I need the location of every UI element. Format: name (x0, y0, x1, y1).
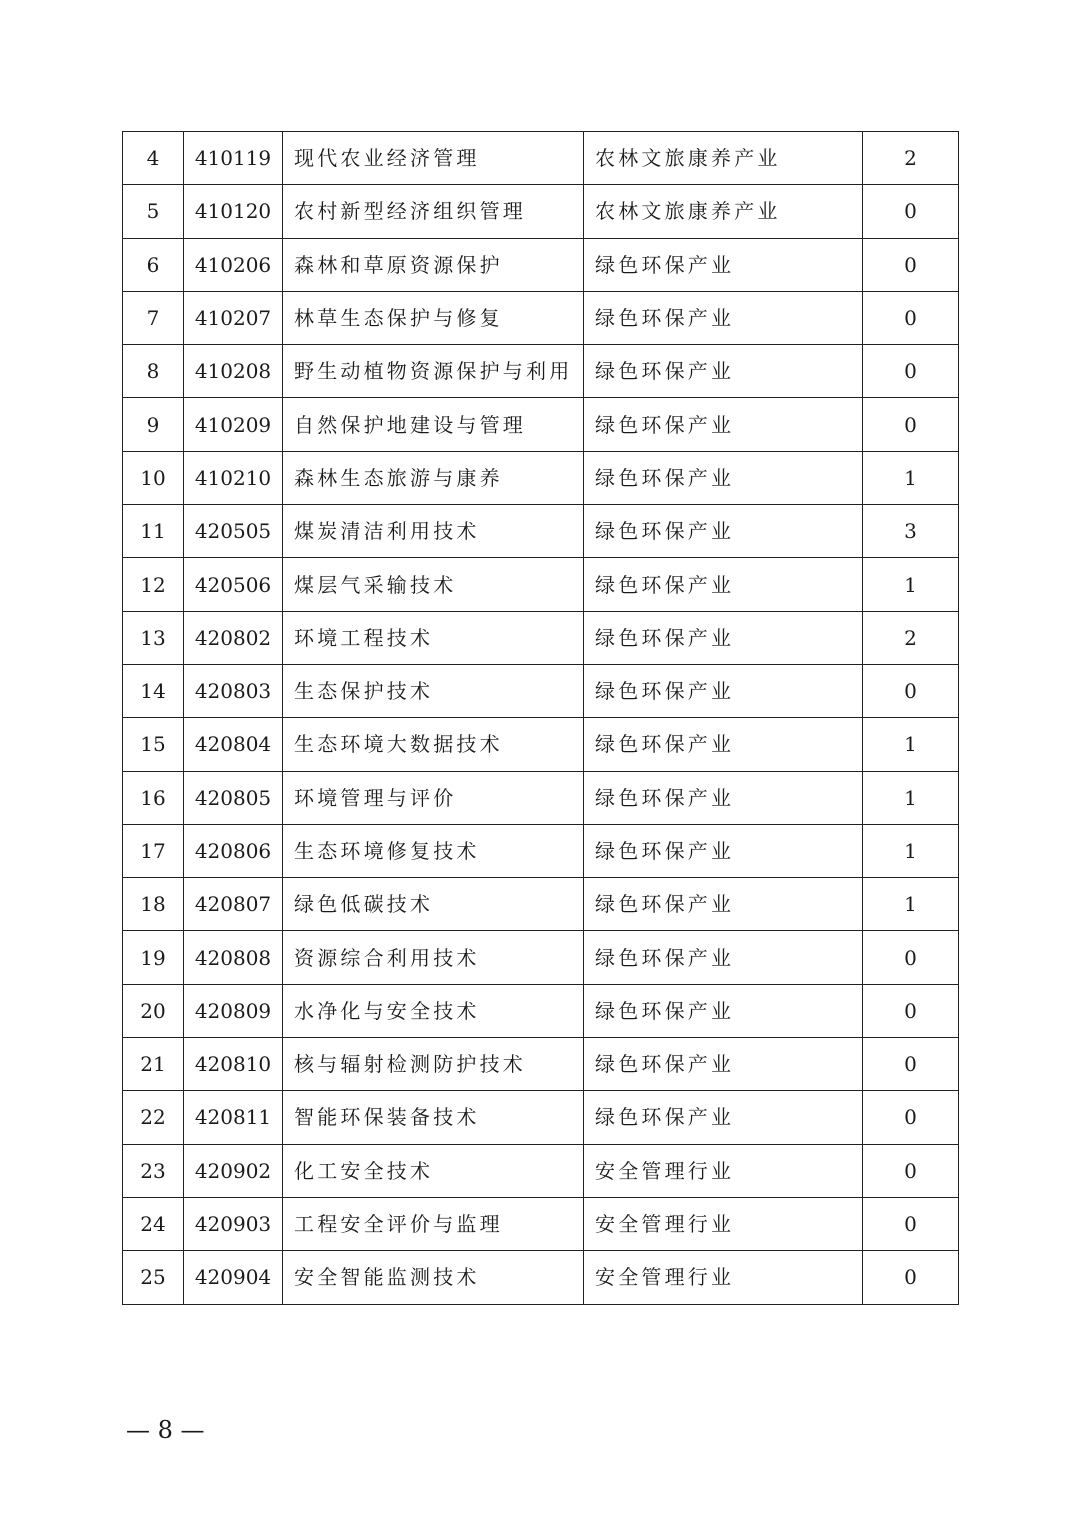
row-industry-cell: 绿色环保产业 (584, 878, 863, 931)
table-row (123, 878, 959, 931)
row-count-cell: 0 (863, 931, 959, 984)
row-count-cell: 1 (863, 878, 959, 931)
row-name-cell: 绿色低碳技术 (283, 878, 584, 931)
row-code-cell: 420903 (184, 1197, 283, 1250)
row-name-cell: 生态环境修复技术 (283, 824, 584, 877)
row-name-cell: 安全智能监测技术 (283, 1251, 584, 1304)
row-industry-cell: 绿色环保产业 (584, 345, 863, 398)
major-table (122, 131, 959, 1305)
table-row (123, 132, 959, 185)
row-seq-cell: 6 (123, 238, 184, 291)
row-industry-cell: 绿色环保产业 (584, 451, 863, 504)
row-seq-cell: 9 (123, 398, 184, 451)
row-name-cell: 水净化与安全技术 (283, 984, 584, 1037)
table-row (123, 984, 959, 1037)
row-seq-cell: 4 (123, 132, 184, 185)
table-row (123, 1144, 959, 1197)
row-count-cell: 2 (863, 132, 959, 185)
row-industry-cell: 绿色环保产业 (584, 398, 863, 451)
row-industry-cell: 绿色环保产业 (584, 984, 863, 1037)
row-name-cell: 智能环保装备技术 (283, 1091, 584, 1144)
row-count-cell: 1 (863, 824, 959, 877)
row-name-cell: 煤炭清洁利用技术 (283, 505, 584, 558)
row-count-cell: 1 (863, 718, 959, 771)
row-industry-cell: 绿色环保产业 (584, 718, 863, 771)
row-seq-cell: 22 (123, 1091, 184, 1144)
row-count-cell: 0 (863, 1091, 959, 1144)
row-code-cell: 420802 (184, 611, 283, 664)
row-seq-cell: 8 (123, 345, 184, 398)
major-table-body (123, 132, 959, 1305)
row-name-cell: 工程安全评价与监理 (283, 1197, 584, 1250)
row-industry-cell: 绿色环保产业 (584, 771, 863, 824)
row-count-cell: 1 (863, 451, 959, 504)
row-seq-cell: 24 (123, 1197, 184, 1250)
row-industry-cell: 安全管理行业 (584, 1251, 863, 1304)
row-industry-cell: 绿色环保产业 (584, 1038, 863, 1091)
table-row (123, 505, 959, 558)
row-code-cell: 420810 (184, 1038, 283, 1091)
row-industry-cell: 绿色环保产业 (584, 611, 863, 664)
row-count-cell: 0 (863, 398, 959, 451)
table-row (123, 451, 959, 504)
page-number: — 8 — (126, 1416, 205, 1444)
row-count-cell: 0 (863, 291, 959, 344)
row-code-cell: 420805 (184, 771, 283, 824)
row-name-cell: 核与辐射检测防护技术 (283, 1038, 584, 1091)
row-seq-cell: 25 (123, 1251, 184, 1304)
row-code-cell: 410208 (184, 345, 283, 398)
row-code-cell: 420902 (184, 1144, 283, 1197)
table-row (123, 771, 959, 824)
row-code-cell: 410206 (184, 238, 283, 291)
row-seq-cell: 16 (123, 771, 184, 824)
row-seq-cell: 5 (123, 185, 184, 238)
row-count-cell: 0 (863, 984, 959, 1037)
row-code-cell: 420505 (184, 505, 283, 558)
row-name-cell: 森林和草原资源保护 (283, 238, 584, 291)
row-seq-cell: 15 (123, 718, 184, 771)
table-row (123, 1197, 959, 1250)
row-name-cell: 生态保护技术 (283, 664, 584, 717)
row-count-cell: 0 (863, 345, 959, 398)
row-count-cell: 0 (863, 1144, 959, 1197)
table-row (123, 931, 959, 984)
row-name-cell: 野生动植物资源保护与利用 (283, 345, 584, 398)
table-row (123, 185, 959, 238)
row-seq-cell: 19 (123, 931, 184, 984)
row-seq-cell: 20 (123, 984, 184, 1037)
table-row (123, 611, 959, 664)
row-count-cell: 0 (863, 238, 959, 291)
row-code-cell: 420803 (184, 664, 283, 717)
table-row (123, 291, 959, 344)
row-code-cell: 410120 (184, 185, 283, 238)
row-industry-cell: 绿色环保产业 (584, 505, 863, 558)
table-row (123, 1251, 959, 1304)
row-seq-cell: 18 (123, 878, 184, 931)
table-row (123, 718, 959, 771)
row-industry-cell: 绿色环保产业 (584, 238, 863, 291)
row-code-cell: 420506 (184, 558, 283, 611)
row-industry-cell: 绿色环保产业 (584, 1091, 863, 1144)
row-seq-cell: 10 (123, 451, 184, 504)
row-name-cell: 自然保护地建设与管理 (283, 398, 584, 451)
row-code-cell: 420804 (184, 718, 283, 771)
row-name-cell: 化工安全技术 (283, 1144, 584, 1197)
row-name-cell: 农村新型经济组织管理 (283, 185, 584, 238)
row-code-cell: 410210 (184, 451, 283, 504)
row-code-cell: 420811 (184, 1091, 283, 1144)
row-industry-cell: 农林文旅康养产业 (584, 185, 863, 238)
row-industry-cell: 绿色环保产业 (584, 291, 863, 344)
table-row (123, 664, 959, 717)
row-count-cell: 1 (863, 558, 959, 611)
row-seq-cell: 12 (123, 558, 184, 611)
row-code-cell: 420808 (184, 931, 283, 984)
row-code-cell: 420809 (184, 984, 283, 1037)
row-code-cell: 420807 (184, 878, 283, 931)
table-row (123, 824, 959, 877)
row-code-cell: 410119 (184, 132, 283, 185)
row-count-cell: 1 (863, 771, 959, 824)
row-seq-cell: 11 (123, 505, 184, 558)
table-row (123, 398, 959, 451)
row-name-cell: 森林生态旅游与康养 (283, 451, 584, 504)
row-industry-cell: 绿色环保产业 (584, 558, 863, 611)
row-count-cell: 0 (863, 1197, 959, 1250)
table-row (123, 345, 959, 398)
row-name-cell: 环境管理与评价 (283, 771, 584, 824)
row-industry-cell: 安全管理行业 (584, 1197, 863, 1250)
row-code-cell: 420904 (184, 1251, 283, 1304)
row-industry-cell: 农林文旅康养产业 (584, 132, 863, 185)
row-name-cell: 资源综合利用技术 (283, 931, 584, 984)
row-seq-cell: 7 (123, 291, 184, 344)
row-count-cell: 0 (863, 1251, 959, 1304)
row-count-cell: 0 (863, 1038, 959, 1091)
row-seq-cell: 14 (123, 664, 184, 717)
table-row (123, 558, 959, 611)
table-row (123, 1091, 959, 1144)
row-count-cell: 3 (863, 505, 959, 558)
row-code-cell: 410209 (184, 398, 283, 451)
row-count-cell: 2 (863, 611, 959, 664)
row-code-cell: 410207 (184, 291, 283, 344)
table-row (123, 1038, 959, 1091)
row-seq-cell: 13 (123, 611, 184, 664)
row-count-cell: 0 (863, 185, 959, 238)
row-seq-cell: 23 (123, 1144, 184, 1197)
row-name-cell: 环境工程技术 (283, 611, 584, 664)
row-industry-cell: 安全管理行业 (584, 1144, 863, 1197)
row-name-cell: 煤层气采输技术 (283, 558, 584, 611)
row-name-cell: 现代农业经济管理 (283, 132, 584, 185)
row-name-cell: 林草生态保护与修复 (283, 291, 584, 344)
row-count-cell: 0 (863, 664, 959, 717)
row-seq-cell: 21 (123, 1038, 184, 1091)
row-industry-cell: 绿色环保产业 (584, 931, 863, 984)
row-industry-cell: 绿色环保产业 (584, 664, 863, 717)
row-name-cell: 生态环境大数据技术 (283, 718, 584, 771)
table-row (123, 238, 959, 291)
row-industry-cell: 绿色环保产业 (584, 824, 863, 877)
row-seq-cell: 17 (123, 824, 184, 877)
row-code-cell: 420806 (184, 824, 283, 877)
